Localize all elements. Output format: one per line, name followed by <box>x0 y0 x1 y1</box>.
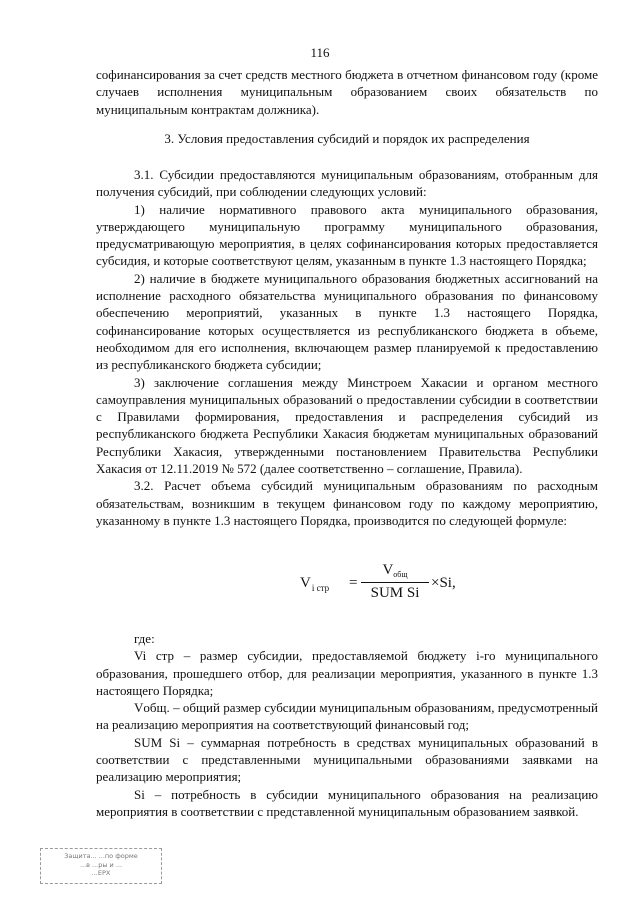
formula-denominator: SUM Si <box>370 585 420 601</box>
definition-vi: Vi стр – размер субсидии, предоставляемой бюджету i-го муниципального образования, прошедшего отбор, для реализации мероприятия, указанного в пункте 1.3 настоящего Порядка; <box>96 648 598 698</box>
formula-equals: = <box>349 575 358 591</box>
section-title: 3. Условия предоставления субсидий и порядок их распределения <box>164 131 530 146</box>
formula-multiplier: ×Si, <box>431 575 456 591</box>
condition-3: 3) заключение соглашения между Минстроем Хакасии и органом местного самоуправления муниципальных образований о предоставлении субсидии в соответствии с Правилами формирования, предоставления и распределения субсидий из республиканского бюджета Республики Хакасия бюджетам муниципальных образований Республики Хакасия, утвержденными постановлением Правительства Республики Хакасия от 12.11.2019 № 572 (далее соответственно – соглашение, Правила). <box>96 374 598 477</box>
definition-vobsh: Vобщ. – общий размер субсидии муниципальным образованиям, предусмотренный на реализацию мероприятия на соответствующий финансовый год; <box>96 700 598 733</box>
subsidy-formula <box>300 560 500 610</box>
intro-paragraph: софинансирования за счет средств местного бюджета в отчетном финансовом году (кроме случаев исполнения муниципальным образованием своих обязательств по муниципальным контрактам должника). <box>96 67 598 117</box>
paragraph-3-2: 3.2. Расчет объема субсидий муниципальным образованиям по расходным обязательствам, возникшим в текущем финансовом году по каждому мероприятию, указанному в пункте 1.3 настоящего Порядка, производится по следующей формуле: <box>96 478 598 528</box>
page-number: 116 <box>310 45 330 60</box>
definitions-block <box>96 630 598 820</box>
conditions-block <box>96 166 598 529</box>
fraction-bar <box>361 582 429 583</box>
where-label: где: <box>134 631 155 646</box>
document-stamp: Защита... ...по форме ...в ...ры и ... ...ЕРХ <box>40 848 162 884</box>
formula-lhs: $V_{i стр}$ <box>300 575 330 593</box>
condition-1: 1) наличие нормативного правового акта муниципального образования, утверждающего муниципальную программу муниципального образования, предусматривающую мероприятия, в целях софинансирования которых предоставляется субсидия, и которые соответствуют целям, указанным в пункте 1.3 настоящего Порядка; <box>96 201 598 269</box>
paragraph-3-1: 3.1. Субсидии предоставляются муниципальным образованиям, отобранным для получения субсидий, при соблюдении следующих условий: <box>96 167 598 200</box>
formula-numerator: $V_{общ}$ <box>382 562 408 579</box>
definition-si: Si – потребность в субсидии муниципального образования на реализацию мероприятия в соответствии с представленной муниципальным образованием заявкой. <box>96 786 598 819</box>
definition-sum-si: SUM Si – суммарная потребность в средствах муниципальных образований в соответствии с представленными муниципальными образованиями заявками на реализацию мероприятия; <box>96 734 598 785</box>
condition-2: 2) наличие в бюджете муниципального образования бюджетных ассигнований на исполнение расходного обязательства муниципального образования по финансовому обеспечению мероприятий, указанных в пункте 1.3 настоящего Порядка, софинансирование которых осуществляется из республиканского бюджета в объеме, необходимом для его исполнения, включающем размер планируемой к предоставлению из республиканского бюджета субсидии; <box>96 270 598 373</box>
